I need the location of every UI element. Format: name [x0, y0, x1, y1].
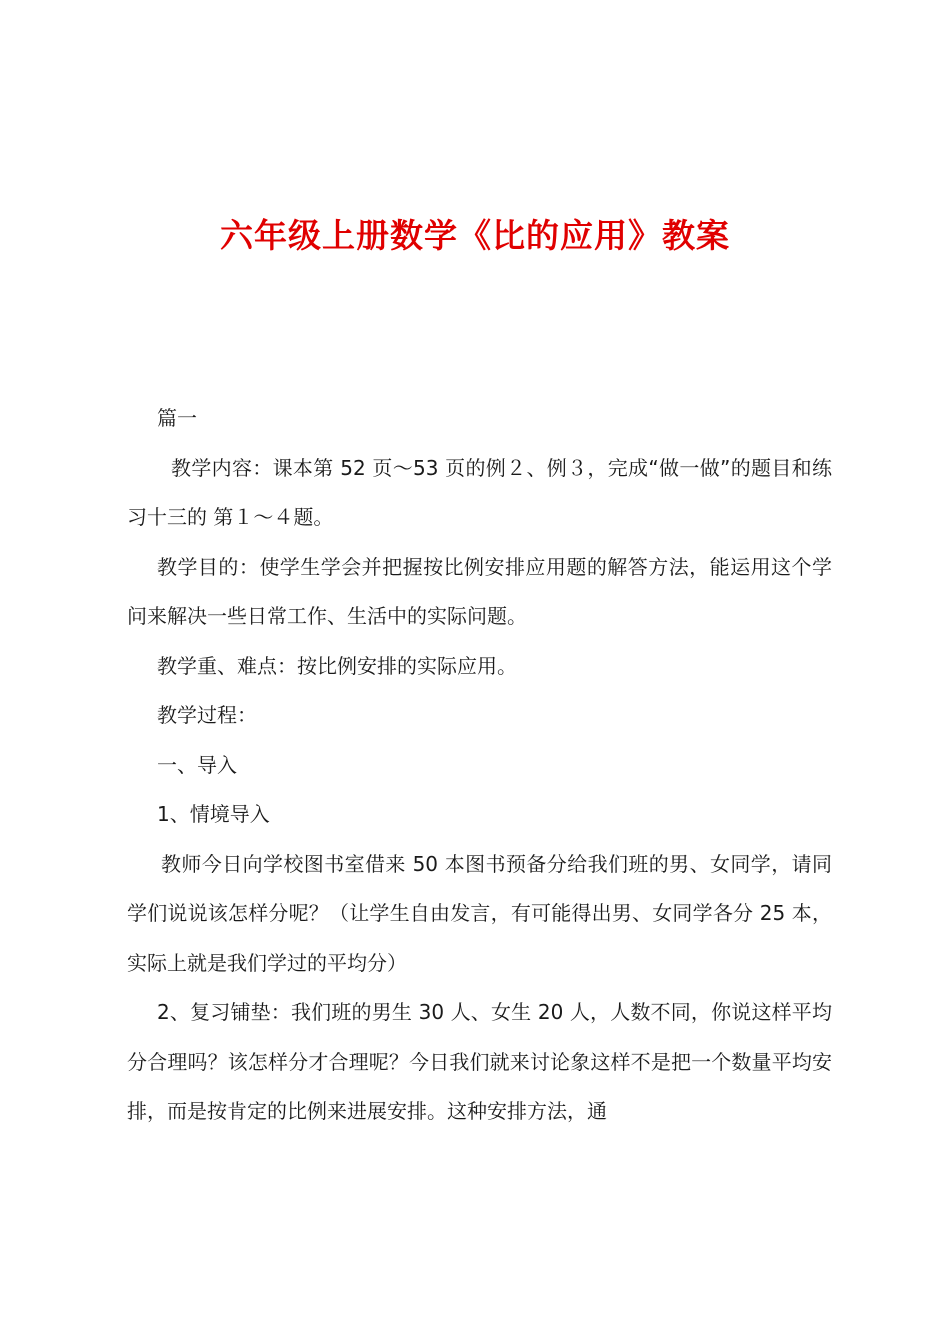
- intro-heading: 一、导入: [157, 752, 237, 777]
- scenario-heading: 1、情境导入: [157, 802, 270, 826]
- section-heading: 篇一: [157, 406, 197, 430]
- teaching-goal-paragraph: 教学目的：使学生学会并把握按比例安排应用题的解答方法，能运用这个学问来解决一些日常工作、生活中的实际问题。: [127, 554, 832, 628]
- scenario-paragraph: 教师今日向学校图书室借来 50 本图书预备分给我们班的男、女同学，请同学们说说该怎样分呢？（让学生自由发言，有可能得出男、女同学各分 25 本，实际上就是我们学过的平均分）: [127, 851, 832, 975]
- teaching-content-paragraph: 教学内容：课本第 52 页～53 页的例２、例３，完成“做一做”的题目和练习十三的 第１～４题。: [127, 455, 832, 529]
- process-heading: 教学过程：: [157, 703, 257, 727]
- key-points-paragraph: 教学重、难点：按比例安排的实际应用。: [157, 653, 517, 678]
- document-title: 六年级上册数学《比的应用》教案: [220, 216, 730, 255]
- review-paragraph: 2、复习铺垫：我们班的男生 30 人、女生 20 人，人数不同，你说这样平均分合理吗？该怎样分才合理呢？今日我们就来讨论象这样不是把一个数量平均安排，而是按肯定的比例来进展安排。这种安排方法，通: [127, 1000, 832, 1123]
- document-body: [127, 394, 832, 1137]
